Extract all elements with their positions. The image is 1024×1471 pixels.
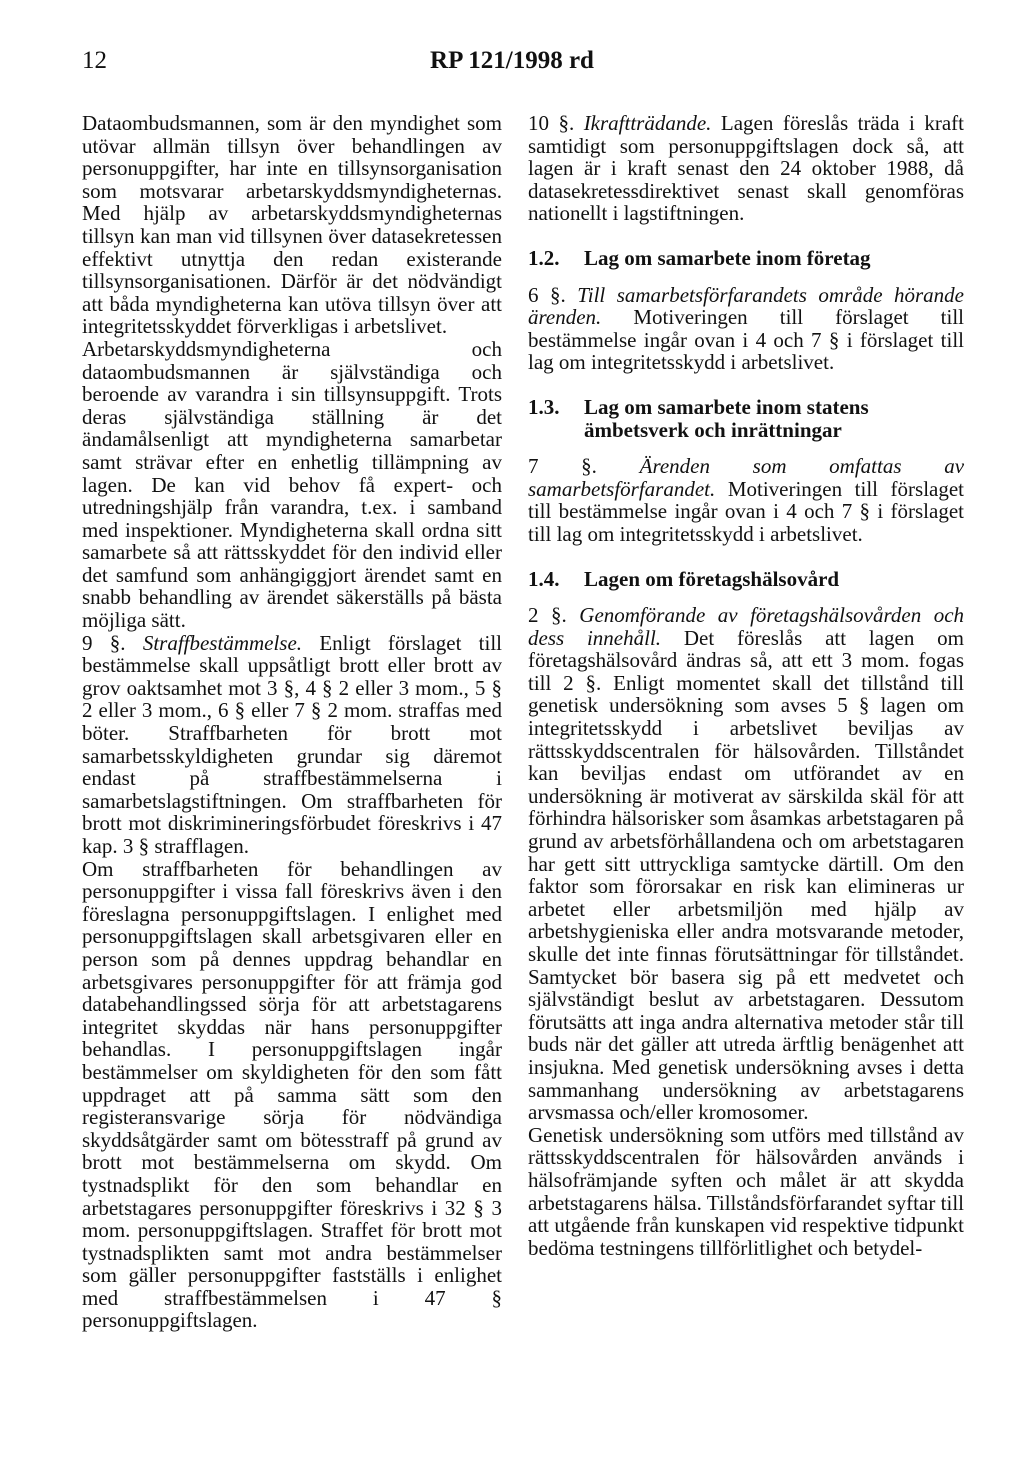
- section-text: Motiveringen till förslaget till bestämmelse ingår ovan i 4 och 7 § i förslaget till lag om integritetsskydd i arbetslivet.: [528, 305, 964, 375]
- section-text: Lagen föreslås träda i kraft samtidigt som personuppgiftslagen dock så, att lagen är i kraft senast den 24 oktober 1988, då datasekretessdirektivet senast skall genomföras nationellt i lagstiftningen.: [528, 111, 964, 226]
- section-ref: 2 §.: [528, 603, 567, 628]
- section-ref: 10 §.: [528, 111, 575, 135]
- section-text: Det föreslås att lagen om företagshälsovård ändras så, att ett 3 mom. fogas till 2 §. Enligt momentet skall det tillstånd till genetisk undersökning som avses 5 § lagen om integritetsskydd i arbetslivet beviljas av rättsskyddscentralen för hälsovården. Tillståndet kan beviljas endast om utförandet av en undersökning är motiverat av särskilda skäl för att förhindra hälsorisker som åsamkas arbetstagaren på grund av arbetsförhållandena och om arbetstagaren har gett sitt uttryckliga samtycke därtill. Om den faktor som förorsakar en risk kan elimineras ur arbetet eller arbetsmiljön med hjälp av arbetshygieniska eller andra motsvarande metoder, skulle det inte finnas förutsättningar för tillståndet. Samtycket bör basera sig på ett medvetet och självständigt beslut av arbetstagaren. Dessutom förutsätts att inga andra alternativa metoder står till buds när det gäller att utreda ärftlig benägenhet att insjukna. Med genetisk undersökning avses i detta sammanhang undersökning av arbetstagarens arvsmassa och/eller kromosomer.: [528, 625, 964, 1125]
- heading-number: 1.3.: [528, 394, 560, 419]
- section-text: Motiveringen till förslaget till bestämmelse ingår ovan i 4 och 7 § i förslaget till lag om integritetsskydd i arbetslivet.: [528, 476, 965, 546]
- left-paragraph-3: [82, 632, 502, 858]
- page-number: 12: [82, 47, 107, 74]
- section-text: Enligt förslaget till bestämmelse skall uppsåtligt brott eller brott av grov oaktsamhet mot 3 §, 4 § 2 eller 3 mom., 5 § 2 eller 3 mom., 6 § eller 7 § 2 mom. straffas med böter. Straffbarheten för brott mot samarbetsskyldigheten grundar sig däremot endast på straffbestämmelserna i samarbetslagstiftningen. Om straffbarheten för brott mot diskrimineringsförbudet föreskrivs i 47 kap. 3 § strafflagen.: [82, 630, 503, 858]
- right-column: [528, 112, 964, 1259]
- right-paragraph-4: [528, 604, 964, 1124]
- running-head: RP 121/1998 rd: [430, 47, 594, 74]
- section-title: Ikraftträdande.: [583, 111, 712, 135]
- section-title: Genomförande av företagshälsovården och dess innehåll.: [528, 603, 965, 650]
- heading-1-4: [528, 568, 964, 591]
- heading-number: 1.4.: [528, 566, 560, 591]
- section-title: Straffbestämmelse.: [142, 630, 303, 655]
- heading-title: Lag om samarbete inom statens ämbetsverk och inrättningar: [584, 394, 869, 442]
- heading-1-3: [528, 396, 964, 441]
- section-title: Till samarbetsförfarandets område hörande ärenden.: [528, 282, 965, 330]
- heading-1-2: [528, 247, 964, 270]
- section-ref: 7 §.: [528, 454, 597, 479]
- left-paragraph-1: Dataombudsmannen, som är den myndighet som utövar allmän tillsyn över behandlingen av personuppgifter, har inte en tillsynsorganisation som motsvarar arbetarskyddsmyndigheternas. Med hjälp av arbetarskyddsmyndigheternas tillsyn kan man vid tillsynen över datasekretessen effektivt utnyttja den redan existerande tillsynsorganisationen. Därför är det nödvändigt att båda myndigheterna kan utöva tillsyn över att integritetsskyddet förverkligas i arbetslivet.: [82, 111, 502, 339]
- right-paragraph-5: Genetisk undersökning som utförs med tillstånd av rättsskyddscentralen för hälsovården används i hälsofrämjande syften och målet är att skydda arbetstagarens hälsa. Tillståndsförfarandet syftar till att utgående från kunskapen vid respektive tidpunkt bedöma testningens tillförlitlighet och betydel-: [528, 1122, 964, 1260]
- left-column: [82, 112, 502, 1332]
- section-title: Ärenden som omfattas av samarbetsförfarandet.: [528, 454, 965, 501]
- heading-number: 1.2.: [528, 245, 560, 270]
- left-paragraph-4: Om straffbarheten för behandlingen av personuppgifter i vissa fall föreskrivs även i den föreslagna personuppgiftslagen. I enlighet med personuppgiftslagen skall arbetsgivaren eller en person som på dennes uppdrag behandlar en arbetsgivares personuppgifter för att främja god databehandlingssed sörja för att arbetstagarens integritet skyddas när hans personuppgifter behandlas. I personuppgiftslagen ingår bestämmelser om skyldigheten för den som fått uppdraget att på samma sätt som den registeransvarige sörja för nödvändiga skyddsåtgärder samt om bötesstraff på grund av brott mot bestämmelserna om skydd. Om tystnadsplikt för den som behandlar en arbetstagares personuppgifter föreskrivs i 32 § 3 mom. personuppgiftslagen. Straffet för brott mot tystnadsplikten samt mot andra bestämmelser som gäller personuppgifter fastställs i enlighet med straffbestämmelsen i 47 § personuppgiftslagen.: [82, 856, 502, 1333]
- right-paragraph-3: [528, 455, 964, 545]
- section-ref: 9 §.: [82, 630, 126, 655]
- heading-title: Lag om samarbete inom företag: [584, 245, 871, 270]
- right-paragraph-2: [528, 284, 964, 374]
- heading-title: Lagen om företagshälsovård: [584, 566, 840, 591]
- section-ref: 6 §.: [528, 282, 566, 307]
- left-paragraph-2: Arbetarskyddsmyndigheterna och dataombudsmannen är självständiga och beroende av varandra i sin tillsynsuppgift. Trots deras självständiga ställning är det ändamålsenligt att myndigheterna samarbetar samt strävar efter en enhetlig tillämpning av lagen. De kan vid behov få expert- och utredningshjälp från varandra, t.ex. i samband med inspektioner. Myndigheterna skall ordna sitt samarbete så att rättsskyddet för den individ eller det samfund som anhängiggjort ärendet samt en snabb behandling av ärendet säkerställs på bästa möjliga sätt.: [82, 336, 502, 633]
- right-paragraph-1: [528, 112, 964, 225]
